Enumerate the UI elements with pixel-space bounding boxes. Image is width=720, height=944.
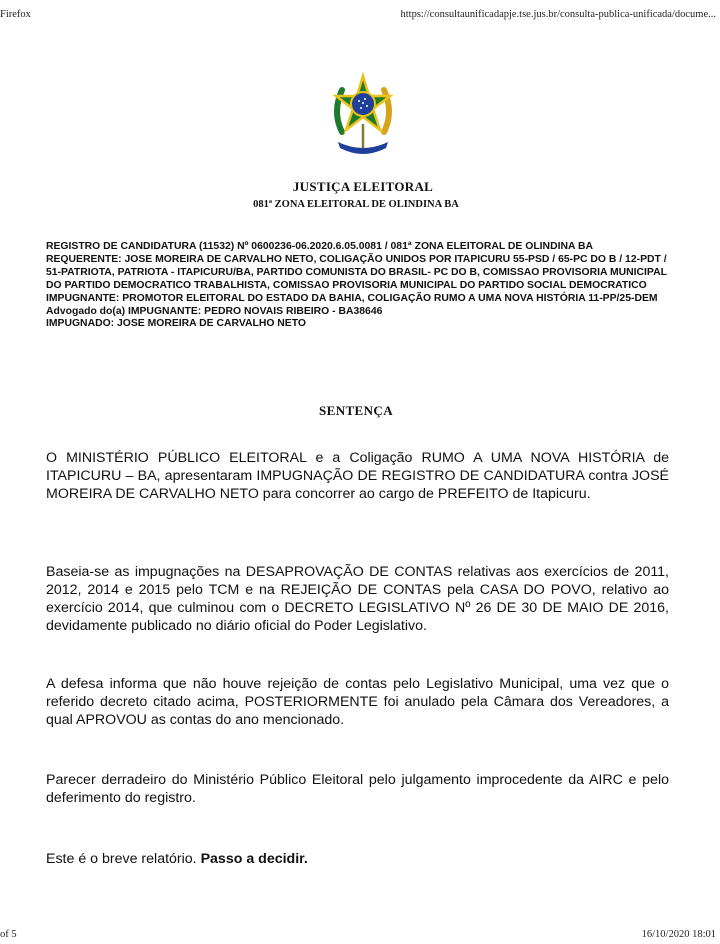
document-title: SENTENÇA: [319, 403, 393, 418]
case-registration: REGISTRO DE CANDIDATURA (11532) Nº 0600236-06.2020.6.05.0081 / 081ª ZONA ELEITORAL DE OLINDINA BA: [46, 241, 593, 252]
electoral-zone: 081ª ZONA ELEITORAL DE OLINDINA BA: [253, 199, 459, 210]
print-header: [0, 9, 720, 23]
court-name: JUSTIÇA ELEITORAL: [292, 179, 434, 194]
case-impugnante: IMPUGNANTE: PROMOTOR ELEITORAL DO ESTADO DA BAHIA, COLIGAÇÃO RUMO A UMA NOVA HISTÓRIA 11-PP/25-DEM: [46, 292, 658, 304]
paragraph-2: Baseia-se as impugnações na DESAPROVAÇÃO DE CONTAS relativas aos exercícios de 2011, 2012, 2014 e 2015 pelo TCM e na REJEIÇÃO DE CONTAS pela CASA DO POVO, relativo ao exercício 2014, que culminou com o DECRETO LEGISLATIVO Nº 26 DE 30 DE MAIO DE 2016, devidamente publicado no diário oficial do Poder Legislativo.: [46, 564, 669, 634]
paragraph-4: Parecer derradeiro do Ministério Público Eleitoral pelo julgamento improcedente da AIRC e pelo deferimento do registro.: [46, 772, 669, 806]
case-details: [46, 241, 676, 331]
document-url: https://consultaunificadapje.tse.jus.br/consulta-publica-unificada/docume...: [400, 9, 716, 20]
case-impugnado: IMPUGNADO: JOSE MOREIRA DE CARVALHO NETO: [46, 318, 306, 330]
print-datetime: 16/10/2020 18:01: [641, 929, 716, 940]
print-footer: [0, 929, 720, 943]
browser-name: Firefox: [0, 9, 31, 20]
case-requerente: REQUERENTE: JOSE MOREIRA DE CARVALHO NETO, COLIGAÇÃO UNIDOS POR ITAPICURU 55-PSD / 65-PC DO B / 12-PDT / 51-PATRIOTA, PATRIOTA - ITAPICURU/BA, PARTIDO COMUNISTA DO BRASIL- PC DO B, COMISSAO PROVISORIA MUNICIPAL DO PARTIDO DEMOCRATICO TRABALHISTA, COMISSAO PROVISORIA MUNICIPAL DO PARTIDO SOCIAL DEMOCRATICO: [46, 253, 667, 291]
paragraph-3: A defesa informa que não houve rejeição de contas pelo Legislativo Municipal, uma vez que o referido decreto citado acima, POSTERIORMENTE foi anulado pela Câmara dos Vereadores, a qual APROVOU as contas do ano mencionado.: [46, 676, 669, 728]
paragraph-5-text: Este é o breve relatório.: [46, 851, 201, 867]
page-count: of 5: [0, 929, 17, 940]
paragraph-5-bold: Passo a decidir.: [200, 851, 308, 867]
brazil-coat-of-arms-icon: [328, 72, 398, 162]
paragraph-1: O MINISTÉRIO PÚBLICO ELEITORAL e a Coligação RUMO A UMA NOVA HISTÓRIA de ITAPICURU – BA, apresentaram IMPUGNAÇÃO DE REGISTRO DE CANDIDATURA contra JOSÉ MOREIRA DE CARVALHO NETO para concorrer ao cargo de PREFEITO de Itapicuru.: [46, 450, 669, 502]
paragraph-5: [46, 851, 669, 869]
case-advogado: Advogado do(a) IMPUGNANTE: PEDRO NOVAIS RIBEIRO - BA38646: [46, 305, 383, 317]
